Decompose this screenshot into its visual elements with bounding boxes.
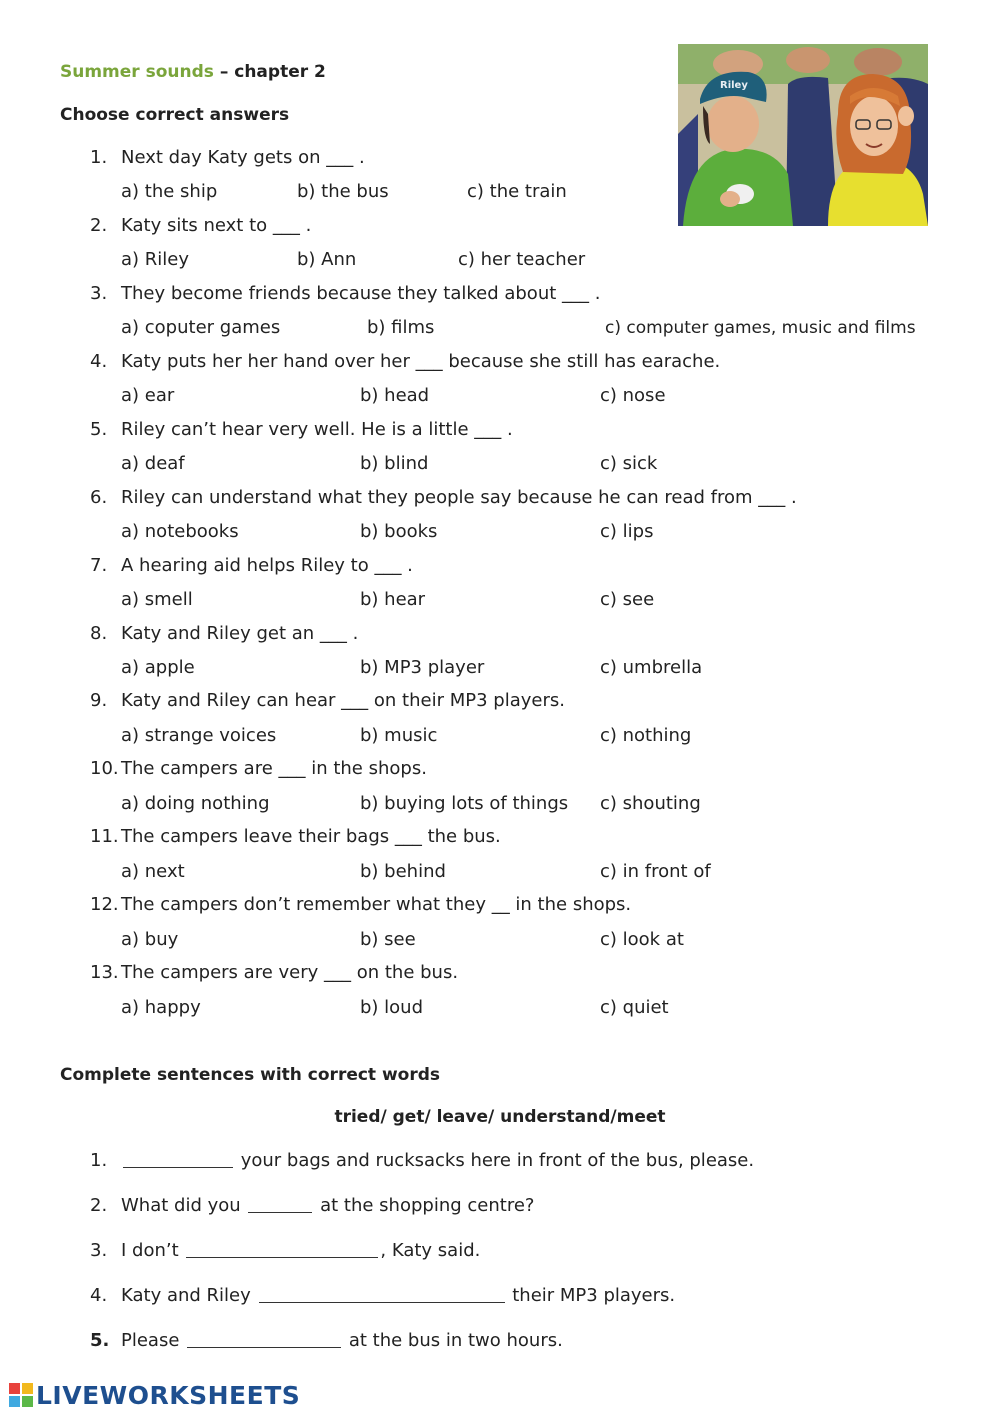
q13-option-a[interactable]: a) happy: [121, 997, 201, 1018]
answer-blank-1[interactable]: [123, 1149, 233, 1168]
q12-option-a[interactable]: a) buy: [121, 929, 179, 950]
q11-option-c[interactable]: c) in front of: [600, 861, 711, 882]
question-text: The campers are ___ in the shops.: [121, 758, 427, 779]
question-text: Next day Katy gets on ___ .: [121, 147, 365, 168]
question-number: 13.: [90, 962, 119, 983]
q11-option-b[interactable]: b) behind: [360, 861, 446, 882]
sentence-text-after: at the bus in two hours.: [343, 1330, 563, 1351]
answer-blank-5[interactable]: [187, 1329, 341, 1348]
q7-option-c[interactable]: c) see: [600, 589, 655, 610]
q2-option-b[interactable]: b) Ann: [297, 249, 357, 270]
q5-option-a[interactable]: a) deaf: [121, 453, 185, 474]
question-number: 11.: [90, 826, 119, 847]
sentence-text-after: their MP3 players.: [506, 1285, 676, 1306]
question-number: 2.: [90, 215, 108, 236]
question-text: Katy puts her her hand over her ___ because she still has earache.: [121, 351, 721, 372]
q13-option-b[interactable]: b) loud: [360, 997, 424, 1018]
q8-option-a[interactable]: a) apple: [121, 657, 195, 678]
q10-option-c[interactable]: c) shouting: [600, 793, 701, 814]
question-number: 6.: [90, 487, 108, 508]
word-bank: tried/ get/ leave/ understand/meet: [334, 1107, 666, 1127]
sentence-text-before: What did you: [121, 1195, 247, 1216]
q1-option-a[interactable]: a) the ship: [121, 181, 218, 202]
question-text: Katy sits next to ___ .: [121, 215, 312, 236]
q3-option-a[interactable]: a) coputer games: [121, 317, 281, 338]
logo-text: LIVEWORKSHEETS: [36, 1380, 301, 1410]
sentence-number: 2.: [90, 1195, 108, 1216]
sentence-number: 4.: [90, 1285, 108, 1306]
worksheet-title: [60, 62, 326, 82]
question-text: Riley can understand what they people say because he can read from ___ .: [121, 487, 797, 508]
sentence-text-before: Katy and Riley: [121, 1285, 257, 1306]
sentence-text-before: Please: [121, 1330, 186, 1351]
question-number: 3.: [90, 283, 108, 304]
q4-option-c[interactable]: c) nose: [600, 385, 666, 406]
answer-blank-3[interactable]: [186, 1239, 378, 1258]
liveworksheets-mark-icon: [8, 1382, 34, 1408]
q1-option-c[interactable]: c) the train: [467, 181, 567, 202]
riley-face: [707, 96, 759, 152]
section-heading-choose: Choose correct answers: [60, 105, 290, 125]
q4-option-a[interactable]: a) ear: [121, 385, 175, 406]
answer-blank-2[interactable]: [248, 1194, 312, 1213]
q9-option-a[interactable]: a) strange voices: [121, 725, 277, 746]
q3-option-c[interactable]: c) computer games, music and films: [605, 318, 916, 338]
section-heading-complete: Complete sentences with correct words: [60, 1065, 441, 1085]
question-number: 8.: [90, 623, 108, 644]
question-text: Riley can’t hear very well. He is a little ___ .: [121, 419, 513, 440]
q6-option-c[interactable]: c) lips: [600, 521, 654, 542]
q3-option-b[interactable]: b) films: [367, 317, 435, 338]
q6-option-b[interactable]: b) books: [360, 521, 438, 542]
question-number: 7.: [90, 555, 108, 576]
q13-option-c[interactable]: c) quiet: [600, 997, 669, 1018]
q12-option-c[interactable]: c) look at: [600, 929, 684, 950]
question-text: A hearing aid helps Riley to ___ .: [121, 555, 413, 576]
katy-hand-on-ear: [898, 106, 914, 126]
q7-option-b[interactable]: b) hear: [360, 589, 426, 610]
title-book-name: Summer sounds: [60, 62, 214, 82]
question-number: 9.: [90, 690, 108, 711]
question-number: 4.: [90, 351, 108, 372]
q5-option-b[interactable]: b) blind: [360, 453, 429, 474]
q5-option-c[interactable]: c) sick: [600, 453, 658, 474]
question-text: The campers don’t remember what they __ in the shops.: [121, 894, 632, 915]
q9-option-c[interactable]: c) nothing: [600, 725, 692, 746]
q1-option-b[interactable]: b) the bus: [297, 181, 389, 202]
sentence-number: 3.: [90, 1240, 108, 1261]
sentence-text-after: , Katy said.: [380, 1240, 481, 1261]
q8-option-c[interactable]: c) umbrella: [600, 657, 703, 678]
question-number: 10.: [90, 758, 119, 779]
q4-option-b[interactable]: b) head: [360, 385, 430, 406]
sentence-number: 5.: [90, 1330, 110, 1351]
question-text: The campers leave their bags ___ the bus.: [121, 826, 501, 847]
sentence-text-before: I don’t: [121, 1240, 185, 1261]
bus-illustration: [678, 44, 928, 226]
answer-blank-4[interactable]: [259, 1284, 505, 1303]
q7-option-a[interactable]: a) smell: [121, 589, 193, 610]
question-number: 12.: [90, 894, 119, 915]
q10-option-a[interactable]: a) doing nothing: [121, 793, 270, 814]
question-text: They become friends because they talked about ___ .: [121, 283, 601, 304]
riley-cap-text: Riley: [720, 80, 748, 91]
sentence-text-after: at the shopping centre?: [314, 1195, 535, 1216]
q2-option-a[interactable]: a) Riley: [121, 249, 190, 270]
q8-option-b[interactable]: b) MP3 player: [360, 657, 485, 678]
q9-option-b[interactable]: b) music: [360, 725, 438, 746]
question-number: 5.: [90, 419, 108, 440]
q11-option-a[interactable]: a) next: [121, 861, 185, 882]
q6-option-a[interactable]: a) notebooks: [121, 521, 239, 542]
title-chapter: – chapter 2: [213, 62, 326, 82]
liveworksheets-logo: [8, 1380, 300, 1410]
question-number: 1.: [90, 147, 108, 168]
question-text: Katy and Riley can hear ___ on their MP3 players.: [121, 690, 565, 711]
q10-option-b[interactable]: b) buying lots of things: [360, 793, 569, 814]
sentence-text-after: your bags and rucksacks here in front of the bus, please.: [235, 1150, 755, 1171]
sentence-number: 1.: [90, 1150, 108, 1171]
question-text: Katy and Riley get an ___ .: [121, 623, 359, 644]
q2-option-c[interactable]: c) her teacher: [458, 249, 586, 270]
q12-option-b[interactable]: b) see: [360, 929, 416, 950]
question-text: The campers are very ___ on the bus.: [121, 962, 459, 983]
